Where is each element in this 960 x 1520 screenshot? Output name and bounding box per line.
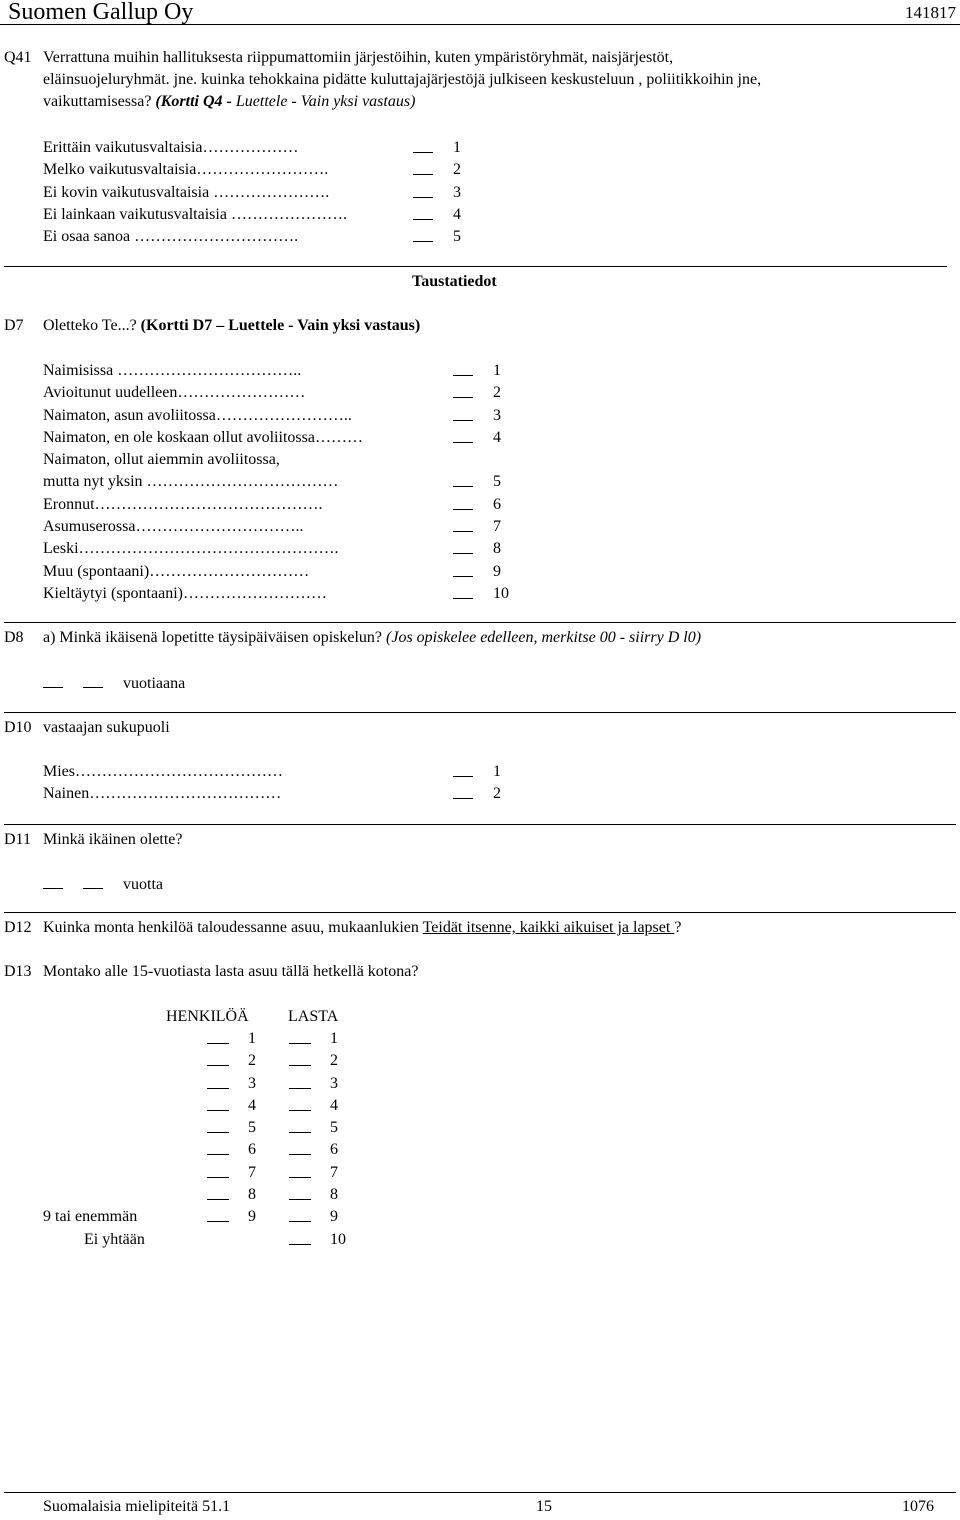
persons-code: 5 bbox=[248, 1119, 256, 1137]
persons-blank[interactable] bbox=[207, 1028, 229, 1044]
section-rule bbox=[4, 824, 956, 825]
d7-option[interactable] bbox=[43, 427, 523, 449]
option-label: Melko vaikutusvaltaisia……………………. bbox=[43, 161, 329, 179]
option-label: Eronnut……………………………………. bbox=[43, 495, 323, 513]
children-blank[interactable] bbox=[289, 1095, 311, 1111]
d13-number: D13 bbox=[4, 963, 32, 980]
d13-row-label: Ei yhtään bbox=[84, 1230, 145, 1248]
d13-row bbox=[0, 1206, 400, 1228]
d13-grid bbox=[0, 1028, 400, 1251]
digit-blank[interactable] bbox=[43, 672, 63, 688]
children-code: 6 bbox=[330, 1141, 338, 1159]
d11-number: D11 bbox=[4, 831, 31, 848]
d8-number: D8 bbox=[4, 629, 24, 646]
persons-blank[interactable] bbox=[207, 1095, 229, 1111]
option-label: Nainen……………………………… bbox=[43, 785, 282, 803]
option-code: 6 bbox=[493, 495, 501, 513]
d13-row bbox=[0, 1028, 400, 1050]
d7-options bbox=[43, 360, 523, 605]
d13-row bbox=[0, 1184, 400, 1206]
d13-row bbox=[0, 1050, 400, 1072]
children-blank[interactable] bbox=[289, 1206, 311, 1222]
d13-row bbox=[0, 1117, 400, 1139]
d12-question: Kuinka monta henkilöä taloudessanne asuu, mukaanlukien bbox=[43, 919, 423, 936]
children-code: 3 bbox=[330, 1074, 338, 1092]
q41-option[interactable] bbox=[43, 137, 483, 159]
children-blank[interactable] bbox=[289, 1050, 311, 1066]
persons-code: 1 bbox=[248, 1030, 256, 1047]
option-label: Avioitunut uudelleen…………………… bbox=[43, 384, 306, 402]
q41-instruction bbox=[155, 93, 415, 110]
d10-option[interactable] bbox=[43, 761, 523, 783]
q41-option[interactable] bbox=[43, 182, 483, 204]
answer-blank[interactable] bbox=[453, 360, 473, 376]
d10-number: D10 bbox=[4, 719, 32, 736]
persons-code: 2 bbox=[248, 1052, 256, 1070]
persons-blank[interactable] bbox=[207, 1162, 229, 1178]
option-code: 9 bbox=[493, 562, 501, 580]
option-code: 1 bbox=[493, 362, 501, 379]
option-label: Mies………………………………… bbox=[43, 763, 283, 780]
section-rule bbox=[4, 912, 956, 913]
children-blank[interactable] bbox=[289, 1184, 311, 1200]
section-rule bbox=[4, 622, 956, 623]
children-blank[interactable] bbox=[289, 1139, 311, 1155]
option-label: Ei osaa sanoa …………………………. bbox=[43, 228, 299, 246]
q41-text-line2: eläinsuojeluryhmät. jne. kuinka tehokkaina pidätte kuluttajajärjestöjä julkiseen keskusteluun , poliitikkoihin jne, bbox=[43, 71, 762, 88]
d13-row bbox=[0, 1139, 400, 1161]
q41-number: Q41 bbox=[4, 49, 32, 66]
children-blank[interactable] bbox=[289, 1073, 311, 1089]
option-label: Erittäin vaikutusvaltaisia……………… bbox=[43, 139, 299, 156]
option-code: 7 bbox=[493, 518, 501, 536]
d12-emphasis: Teidät itsenne, kaikki aikuiset ja lapset bbox=[422, 919, 675, 936]
d13-row bbox=[0, 1073, 400, 1095]
document-code: 141817 bbox=[905, 3, 956, 22]
answer-blank[interactable] bbox=[453, 538, 473, 554]
d12-text bbox=[43, 917, 681, 939]
answer-blank[interactable] bbox=[453, 516, 473, 532]
children-code: 1 bbox=[330, 1030, 338, 1047]
d13-row bbox=[0, 1162, 400, 1184]
children-blank[interactable] bbox=[289, 1229, 311, 1245]
persons-code: 4 bbox=[248, 1096, 256, 1114]
option-code: 3 bbox=[493, 406, 501, 424]
answer-blank[interactable] bbox=[453, 583, 473, 599]
persons-blank[interactable] bbox=[207, 1184, 229, 1200]
d13-row bbox=[0, 1095, 400, 1117]
persons-blank[interactable] bbox=[207, 1050, 229, 1066]
option-code: 2 bbox=[493, 785, 501, 803]
option-label: Leski…………………………………………. bbox=[43, 540, 339, 558]
persons-blank[interactable] bbox=[207, 1117, 229, 1133]
persons-blank[interactable] bbox=[207, 1139, 229, 1155]
d8-instruction: (Jos opiskelee edelleen, merkitse 00 - siirry D l0) bbox=[386, 629, 702, 646]
option-code: 8 bbox=[493, 540, 501, 558]
d13-col-header-persons: HENKILÖÄ bbox=[166, 1008, 249, 1025]
option-label: Naimaton, asun avoliitossa…………………….. bbox=[43, 406, 352, 424]
d7-text bbox=[43, 315, 420, 337]
d10-text: vastaajan sukupuoli bbox=[43, 719, 170, 736]
company-name: Suomen Gallup Oy bbox=[8, 0, 194, 25]
d7-number: D7 bbox=[4, 317, 24, 334]
answer-blank[interactable] bbox=[453, 382, 473, 398]
footer-publication: Suomalaisia mielipiteitä 51.1 bbox=[43, 1498, 231, 1515]
option-code: 2 bbox=[453, 161, 461, 179]
d7-option[interactable] bbox=[43, 360, 523, 382]
d13-row bbox=[0, 1229, 400, 1251]
option-code: 5 bbox=[493, 473, 501, 491]
option-code: 1 bbox=[453, 139, 461, 156]
persons-blank[interactable] bbox=[207, 1206, 229, 1222]
footer-rule bbox=[4, 1492, 956, 1493]
answer-blank[interactable] bbox=[413, 226, 433, 242]
answer-blank[interactable] bbox=[453, 471, 473, 487]
children-code: 7 bbox=[330, 1163, 338, 1181]
persons-blank[interactable] bbox=[207, 1073, 229, 1089]
q41-option[interactable] bbox=[43, 204, 483, 226]
header-rule bbox=[0, 24, 960, 25]
d7-option[interactable] bbox=[43, 561, 523, 583]
d7-option[interactable] bbox=[43, 538, 523, 560]
children-blank[interactable] bbox=[289, 1117, 311, 1133]
digit-blank[interactable] bbox=[83, 873, 103, 889]
d12-number: D12 bbox=[4, 919, 32, 936]
option-label: Naimisissa …………………………….. bbox=[43, 362, 302, 379]
option-code: 3 bbox=[453, 183, 461, 201]
q41-question-end: vaikuttamisessa? bbox=[43, 93, 156, 110]
answer-blank[interactable] bbox=[413, 137, 433, 153]
d7-option[interactable] bbox=[43, 471, 523, 493]
answer-blank[interactable] bbox=[413, 159, 433, 175]
children-code: 5 bbox=[330, 1119, 338, 1137]
d7-option[interactable] bbox=[43, 382, 523, 404]
option-label: Naimaton, ollut aiemmin avoliitossa, bbox=[43, 451, 280, 469]
q41-card: (Kortti Q4 - bbox=[155, 93, 236, 110]
footer-page-number: 15 bbox=[536, 1498, 552, 1515]
q41-text-line1: Verrattuna muihin hallituksesta riippumattomiin järjestöihin, kuten ympäristöryhmät, naisjärjestöt, bbox=[43, 49, 674, 66]
d7-option[interactable] bbox=[43, 516, 523, 538]
children-code: 2 bbox=[330, 1052, 338, 1070]
persons-code: 9 bbox=[248, 1208, 256, 1226]
answer-blank[interactable] bbox=[453, 783, 473, 799]
persons-code: 3 bbox=[248, 1074, 256, 1092]
d13-row-label: 9 tai enemmän bbox=[43, 1208, 138, 1226]
d8-unit: vuotiaana bbox=[123, 675, 186, 692]
answer-blank[interactable] bbox=[453, 494, 473, 510]
d7-question: Oletteko Te...? bbox=[43, 317, 141, 334]
answer-blank[interactable] bbox=[413, 204, 433, 220]
d7-option[interactable] bbox=[43, 583, 523, 605]
d11-answer[interactable] bbox=[43, 873, 163, 896]
d7-option[interactable] bbox=[43, 405, 523, 427]
d10-option[interactable] bbox=[43, 783, 523, 805]
children-code: 10 bbox=[330, 1230, 346, 1248]
section-rule bbox=[4, 266, 947, 267]
option-code: 2 bbox=[493, 384, 501, 402]
option-label: Muu (spontaani)………………………… bbox=[43, 562, 310, 580]
answer-blank[interactable] bbox=[453, 561, 473, 577]
option-label: Kieltäytyi (spontaani)……………………… bbox=[43, 584, 327, 602]
section-rule bbox=[4, 712, 956, 713]
persons-code: 8 bbox=[248, 1186, 256, 1204]
d8-question: a) Minkä ikäisenä lopetitte täysipäiväisen opiskelun? bbox=[43, 629, 387, 646]
children-blank[interactable] bbox=[289, 1028, 311, 1044]
footer-document-number: 1076 bbox=[902, 1498, 934, 1515]
d13-text: Montako alle 15-vuotiasta lasta asuu tällä hetkellä kotona? bbox=[43, 963, 419, 980]
q41-instruction-rest: Luettele - Vain yksi vastaus) bbox=[235, 93, 416, 110]
children-code: 4 bbox=[330, 1096, 338, 1114]
answer-blank[interactable] bbox=[453, 761, 473, 777]
children-code: 8 bbox=[330, 1186, 338, 1204]
option-code: 4 bbox=[453, 205, 461, 223]
d7-option-label-only bbox=[43, 449, 523, 471]
answer-blank[interactable] bbox=[453, 427, 473, 443]
d10-options bbox=[43, 761, 523, 806]
children-blank[interactable] bbox=[289, 1162, 311, 1178]
answer-blank[interactable] bbox=[413, 182, 433, 198]
digit-blank[interactable] bbox=[43, 873, 63, 889]
option-label: mutta nyt yksin ……………………………… bbox=[43, 473, 339, 491]
d13-col-header-children: LASTA bbox=[288, 1008, 339, 1025]
d11-text: Minkä ikäinen olette? bbox=[43, 831, 183, 848]
option-code: 5 bbox=[453, 228, 461, 246]
digit-blank[interactable] bbox=[83, 672, 103, 688]
option-code: 4 bbox=[493, 428, 501, 446]
children-code: 9 bbox=[330, 1208, 338, 1226]
d11-unit: vuotta bbox=[123, 876, 163, 893]
option-label: Naimaton, en ole koskaan ollut avoliitossa……… bbox=[43, 428, 363, 446]
q41-options bbox=[43, 137, 483, 248]
q41-option[interactable] bbox=[43, 159, 483, 181]
d7-option[interactable] bbox=[43, 494, 523, 516]
d7-instruction: (Kortti D7 – Luettele - Vain yksi vastaus) bbox=[140, 317, 421, 334]
answer-blank[interactable] bbox=[453, 405, 473, 421]
option-label: Ei lainkaan vaikutusvaltaisia …………………. bbox=[43, 205, 347, 223]
q41-text-line3 bbox=[43, 91, 415, 113]
d8-answer[interactable] bbox=[43, 672, 185, 695]
option-code: 1 bbox=[493, 763, 501, 780]
d12-question-mark: ? bbox=[674, 919, 682, 936]
q41-option[interactable] bbox=[43, 226, 483, 248]
option-code: 10 bbox=[493, 584, 509, 602]
persons-code: 7 bbox=[248, 1163, 256, 1181]
section-title: Taustatiedot bbox=[412, 273, 497, 290]
option-label: Ei kovin vaikutusvaltaisia …………………. bbox=[43, 183, 330, 201]
d8-text bbox=[43, 627, 701, 649]
persons-code: 6 bbox=[248, 1141, 256, 1159]
option-label: Asumuserossa………………………….. bbox=[43, 518, 304, 536]
